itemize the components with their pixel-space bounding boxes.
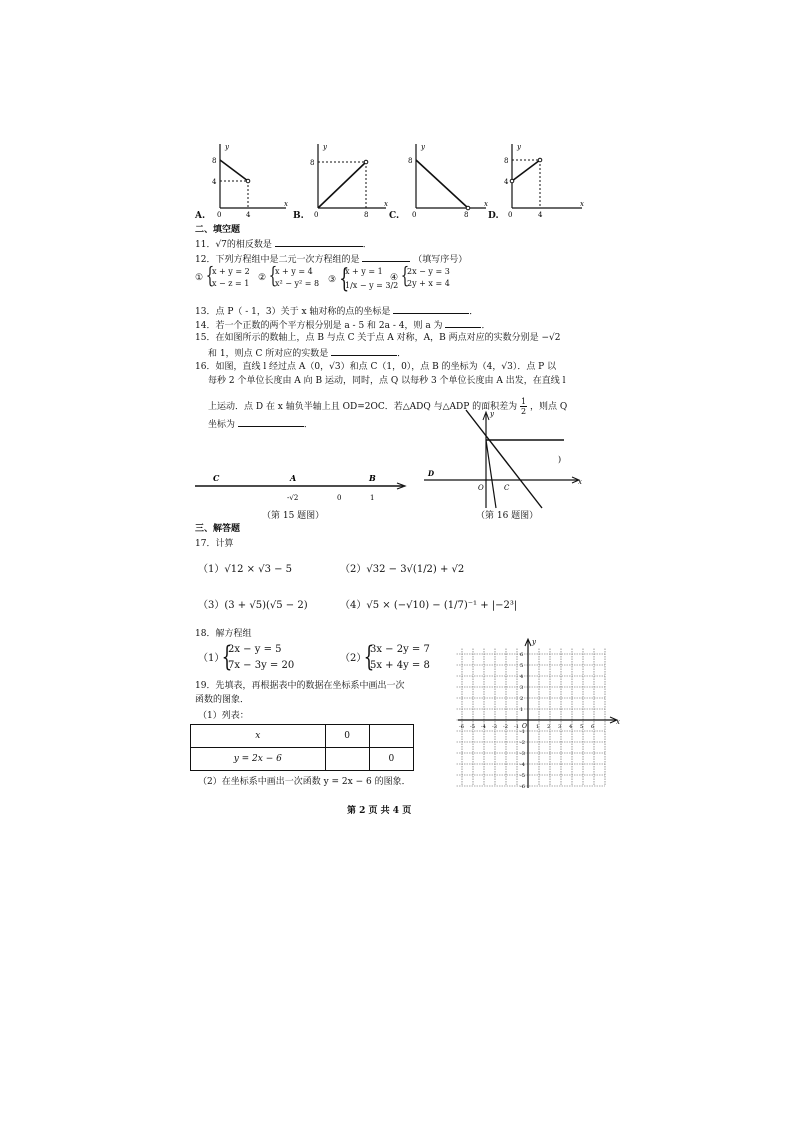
figure-15-number-line bbox=[193, 470, 409, 506]
grid-origin-label: O bbox=[522, 723, 527, 730]
grid-y-tick-label: -6 bbox=[520, 784, 525, 790]
section3-title: 三、解答题 bbox=[195, 524, 241, 534]
graph-a-y-label: y bbox=[225, 143, 229, 151]
q15-line2: 和 1，则点 C 所对应的实数是 ． bbox=[208, 346, 406, 360]
fig16-x-label: x bbox=[578, 478, 582, 486]
q16-frac-den: 2 bbox=[521, 407, 527, 416]
q12-opt4-brace: { bbox=[400, 264, 410, 289]
q12-opt3-l1: x + y = 1 bbox=[345, 267, 383, 276]
grid-x-tick-label: -6 bbox=[459, 724, 464, 730]
grid-lines bbox=[457, 649, 606, 787]
fig16-y-label: y bbox=[490, 410, 494, 418]
q12-opt3-brace: { bbox=[339, 264, 350, 294]
graph-d bbox=[498, 140, 588, 220]
q12-opt1-l1: x + y = 2 bbox=[212, 267, 250, 276]
graph-a-tick-0: 0 bbox=[217, 211, 222, 219]
coordinate-grid[interactable] bbox=[456, 636, 624, 792]
q12-opt1-num: ① bbox=[195, 273, 204, 283]
table-row bbox=[191, 725, 414, 748]
q19-line1: 19．先填表，再根据表中的数据在坐标系中画出一次 bbox=[195, 681, 405, 691]
grid-y-tick-label: -1 bbox=[520, 729, 525, 735]
q16-answer-blank[interactable] bbox=[238, 417, 304, 427]
q19-table-x-header: x bbox=[191, 725, 326, 748]
grid-x-tick-label: 5 bbox=[580, 724, 584, 730]
graph-c bbox=[400, 140, 490, 220]
grid-y-tick-label: 5 bbox=[520, 663, 524, 669]
fig16-caption: （第 16 题图） bbox=[476, 511, 539, 521]
q16-line3b: ，则点 Q bbox=[530, 402, 568, 412]
table-row bbox=[191, 748, 414, 771]
q11-text: 11．√7的相反数是 bbox=[195, 240, 272, 250]
graph-d-x-label: x bbox=[580, 200, 584, 208]
q13: 13．点 P（ - 1，3）关于 x 轴对称的点的坐标是 ． bbox=[195, 304, 478, 318]
grid-y-label: y bbox=[532, 638, 536, 646]
q13-text: 13．点 P（ - 1，3）关于 x 轴对称的点的坐标是 bbox=[195, 307, 391, 317]
graph-a-tick-8: 8 bbox=[212, 157, 217, 165]
figure-16 bbox=[418, 408, 586, 512]
q19-sub2: （2）在坐标系中画出一次函数 y = 2x − 6 的图象． bbox=[198, 777, 411, 787]
grid-x-tick-label: 3 bbox=[558, 724, 562, 730]
graph-d-label: D. bbox=[488, 211, 499, 221]
graph-d-tick-0: 0 bbox=[508, 211, 513, 219]
q15-answer-blank[interactable] bbox=[331, 346, 397, 356]
q11-answer-blank[interactable] bbox=[275, 237, 363, 247]
q12-opt2-num: ② bbox=[258, 273, 267, 283]
q18-p1-brace: { bbox=[221, 640, 233, 673]
graph-c-tick-x8: 8 bbox=[464, 211, 469, 219]
graph-a-tick-4: 4 bbox=[212, 178, 217, 186]
fig15-label-c: C bbox=[213, 473, 220, 483]
fig15-tick-1: 1 bbox=[370, 494, 375, 502]
graph-c-y-label: y bbox=[421, 143, 425, 151]
q16-line1: 16．如图，直线 l 经过点 A（0，√3）和点 C（1，0），点 B 的坐标为（4，√3）．点 P 以 bbox=[195, 362, 557, 372]
grid-x-tick-label: 4 bbox=[569, 724, 573, 730]
q12-opt1-brace: { bbox=[205, 264, 215, 289]
grid-x-label: x bbox=[616, 718, 620, 726]
q16-frac-num: 1 bbox=[521, 397, 527, 406]
graph-b-tick-0: 0 bbox=[314, 211, 319, 219]
graph-c-tick-0: 0 bbox=[412, 211, 417, 219]
fig16-paren: ) bbox=[558, 455, 562, 464]
q14-answer-blank[interactable] bbox=[445, 318, 481, 328]
fig16-o-label: O bbox=[478, 484, 484, 492]
q12-hint: （填写序号） bbox=[413, 255, 468, 265]
q17-part2: （2）√32 − 3√(1/2) + √2 bbox=[340, 564, 465, 575]
q19-table-cell-input[interactable] bbox=[369, 725, 413, 748]
q19-table-cell: 0 bbox=[325, 725, 369, 748]
q16-line3a: 上运动．点 D 在 x 轴负半轴上且 OD=2OC．若△ADQ 与△ADP 的面积差为 bbox=[208, 402, 518, 412]
graph-c-x-label: x bbox=[484, 200, 488, 208]
q17-part1: （1）√12 × √3 − 5 bbox=[198, 564, 293, 575]
q18-p1-l2: 7x − 3y = 20 bbox=[228, 660, 295, 671]
q12-opt3-l2: 1/x − y = 3/2 bbox=[345, 281, 399, 290]
fig15-tick-neg-sqrt2: -√2 bbox=[287, 494, 299, 502]
q18-p2-l1: 3x − 2y = 7 bbox=[370, 644, 430, 655]
q12-opt3-num: ③ bbox=[328, 275, 337, 285]
q18-p1-l1: 2x − y = 5 bbox=[228, 644, 282, 655]
graph-a-tick-x4: 4 bbox=[246, 211, 251, 219]
graph-d-tick-4: 4 bbox=[504, 178, 509, 186]
q15-line2-text: 和 1，则点 C 所对应的实数是 bbox=[208, 349, 329, 359]
graph-d-tick-8: 8 bbox=[504, 157, 509, 165]
fig15-label-b: B bbox=[369, 473, 376, 483]
graph-a-x-label: x bbox=[284, 200, 288, 208]
q18-title: 18．解方程组 bbox=[195, 629, 252, 639]
q14-text: 14．若一个正数的两个平方根分别是 a - 5 和 2a - 4，则 a 为 bbox=[195, 321, 443, 331]
q12-opt2-brace: { bbox=[268, 264, 278, 289]
grid-x-tick-label: -5 bbox=[470, 724, 475, 730]
grid-y-tick-label: -3 bbox=[520, 751, 525, 757]
q18-p1-num: （1） bbox=[198, 653, 225, 664]
grid-y-tick-label: -4 bbox=[520, 762, 525, 768]
page-footer: 第 2 页 共 4 页 bbox=[347, 806, 412, 816]
q13-answer-blank[interactable] bbox=[393, 304, 469, 314]
graph-d-y-label: y bbox=[517, 143, 521, 151]
graph-b-tick-x8: 8 bbox=[364, 211, 369, 219]
q12-answer-blank[interactable] bbox=[362, 252, 410, 262]
grid-x-tick-label: -3 bbox=[492, 724, 497, 730]
fig16-d-label: D bbox=[428, 469, 435, 478]
graph-b bbox=[302, 140, 392, 220]
q19-line2: 函数的图象． bbox=[195, 695, 250, 705]
q12-opt1-l2: x − z = 1 bbox=[212, 279, 250, 288]
grid-x-tick-label: -1 bbox=[514, 724, 519, 730]
graph-b-label: B. bbox=[293, 211, 304, 221]
q17-part4: （4）√5 × (−√10) − (1/7)⁻¹ + |−2³| bbox=[340, 600, 518, 611]
q16-line4: 坐标为 ． bbox=[208, 417, 313, 431]
grid-x-tick-label: 1 bbox=[536, 724, 540, 730]
q15-line1: 15．在如图所示的数轴上，点 B 与点 C 关于点 A 对称，A，B 两点对应的实数分别是 −√2 bbox=[195, 333, 561, 343]
q16-line2: 每秒 2 个单位长度由 A 向 B 运动，同时，点 Q 以每秒 3 个单位长度由 A 出发，在直线 l bbox=[208, 376, 566, 386]
q19-table bbox=[190, 724, 414, 771]
fig15-caption: （第 15 题图） bbox=[262, 511, 325, 521]
q11: 11．√7的相反数是 ． bbox=[195, 237, 372, 251]
q18-p2-l2: 5x + 4y = 8 bbox=[370, 660, 430, 671]
q12-text: 12．下列方程组中是二元一次方程组的是 bbox=[195, 255, 360, 265]
q12 bbox=[195, 252, 467, 266]
fig15-tick-0: 0 bbox=[337, 494, 342, 502]
graph-c-tick-8: 8 bbox=[408, 157, 413, 165]
q18-p2-num: （2） bbox=[340, 653, 367, 664]
grid-y-tick-label: -2 bbox=[520, 740, 525, 746]
grid-y-tick-label: 4 bbox=[520, 674, 524, 680]
grid-y-tick-label: -5 bbox=[520, 773, 525, 779]
grid-x-tick-label: -4 bbox=[481, 724, 486, 730]
grid-y-tick-label: 6 bbox=[520, 652, 524, 658]
q12-opt2-l2: x² − y² = 8 bbox=[275, 279, 320, 288]
q19-table-cell-input[interactable] bbox=[325, 748, 369, 771]
q12-opt4-l1: 2x − y = 3 bbox=[407, 267, 450, 276]
grid-x-tick-label: 6 bbox=[591, 724, 595, 730]
fig16-c-label: C bbox=[504, 484, 510, 492]
fig15-label-a: A bbox=[290, 473, 297, 483]
graph-d-tick-x4: 4 bbox=[538, 211, 543, 219]
q17-title: 17．计算 bbox=[195, 539, 234, 549]
q12-opt4-num: ④ bbox=[390, 273, 399, 283]
q12-opt4-l2: 2y + x = 4 bbox=[407, 279, 450, 288]
grid-x-tick-label: 2 bbox=[547, 724, 551, 730]
q12-opt2-l1: x + y = 4 bbox=[275, 267, 313, 276]
q19-sub1: （1）列表： bbox=[198, 711, 249, 721]
q19-table-y-header: y = 2x − 6 bbox=[191, 748, 326, 771]
grid-y-tick-label: 1 bbox=[520, 707, 524, 713]
q14: 14．若一个正数的两个平方根分别是 a - 5 和 2a - 4，则 a 为 ． bbox=[195, 318, 490, 332]
graph-b-y-label: y bbox=[323, 143, 327, 151]
graph-a-label: A. bbox=[195, 211, 206, 221]
q17-part3: （3）(3 + √5)(√5 − 2) bbox=[198, 600, 308, 611]
q16-line4-text: 坐标为 bbox=[208, 420, 236, 430]
section2-title: 二、填空题 bbox=[195, 225, 241, 235]
graph-b-tick-8: 8 bbox=[310, 159, 315, 167]
q19-table-cell: 0 bbox=[369, 748, 413, 771]
grid-x-tick-label: -2 bbox=[503, 724, 508, 730]
graph-a bbox=[200, 140, 290, 220]
grid-y-tick-label: 3 bbox=[520, 685, 524, 691]
grid-y-tick-label: 2 bbox=[520, 696, 524, 702]
graph-b-x-label: x bbox=[384, 200, 388, 208]
q18-p2-brace: { bbox=[363, 640, 375, 673]
grid-y-ticks bbox=[520, 652, 525, 790]
graph-c-label: C. bbox=[389, 211, 400, 221]
